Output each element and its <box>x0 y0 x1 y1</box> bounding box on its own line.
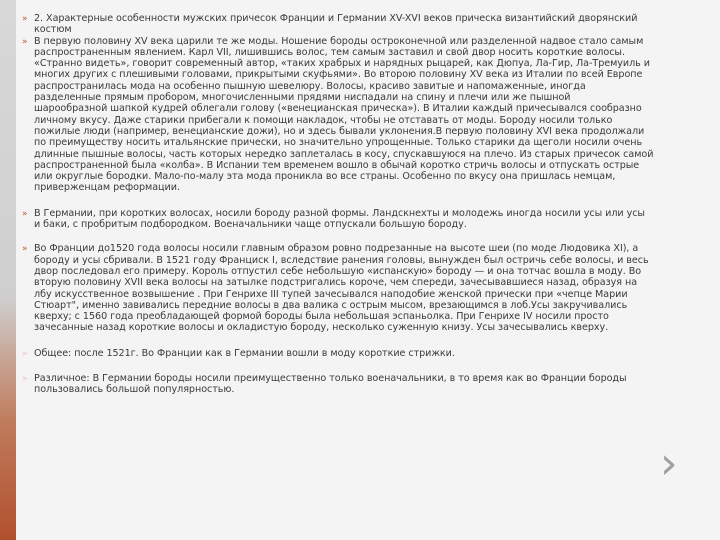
bullet-chevron-icon: » <box>22 14 28 24</box>
paragraph: Общее: после 1521г. Во Франции как в Германии вошли в моду короткие стрижки. <box>34 347 455 359</box>
list-item <box>22 13 712 36</box>
bullet-chevron-icon: » <box>22 36 28 47</box>
list-item <box>22 243 712 333</box>
list-item <box>22 208 712 231</box>
list-item <box>22 348 712 359</box>
bullet-chevron-icon: » <box>22 348 28 359</box>
bullet-chevron-icon: » <box>22 244 28 255</box>
next-slide-chevron-icon[interactable]: › <box>660 438 678 489</box>
paragraph: 2. Характерные особенности мужских причесок Франции и Германии XV-XVI веков прическа византийский дворянский костюм <box>34 13 638 36</box>
list-item <box>22 36 712 194</box>
slide-content <box>22 13 712 396</box>
bullet-chevron-icon: » <box>22 374 28 385</box>
list-item <box>22 373 712 396</box>
left-accent-bar <box>0 0 16 540</box>
paragraph: В Германии, при коротких волосах, носили бороду разной формы. Ландскнехты и молодежь иногда носили усы или усы и баки, с пробритым подбородком. Военачальники чаще отпускали большую бороду. <box>34 207 645 231</box>
paragraph: В первую половину XV века царили те же моды. Ношение бороды остроконечной или разделенной надвое стало самым распространенным явлением. Карл VII, лишившись волос, тем самым заставил и свой двор носить короткие волосы. «Странно видеть», говорит современный автор, «таких храбрых и нарядных рыцарей, как Дюпуа, Ла-Гир, Ла-Тремуиль и многих других с плешивыми головами, прикрытыми скуфьями». Во второю половину XV века из Италии по всей Европе распространилась мода на особенно пышную шевелюру. Волосы, красиво завитые и напомаженные, иногда разделенные прямым пробором, многочисленными прядями ниспадали на спину и плечи или же пышной шарообразной шапкой кудрей облегали голову («венецианская прическа»). В Италии каждый причесывался сообразно личному вкусу. Даже старики прибегали к помощи накладок, чтобы не отставать от моды. Бороду носили только пожилые люди (например, венецианские дожи), но и здесь бывали уклонения.В первую половину XVI века продолжали по преимуществу носить итальянские прически, но значительно упрощенные. Только старики да щеголи носили очень длинные пышные волосы, часть которых нередко заплеталась в косу, спускавшуюся на плечо. Из старых причесок самой распространенной была «колба». В Испании тем временем вошло в обычай коротко стричь волосы и отпускать острые или округлые бородки. Мало-по-малу эта мода проникла во все страны. Особенно по вкусу она пришлась немцам, приверженцам реформации. <box>34 35 654 194</box>
bullet-chevron-icon: » <box>22 208 28 219</box>
paragraph: Различное: В Германии бороды носили преимущественно только военачальники, в то время как во Франции бороды пользовались большой популярностью. <box>34 373 627 396</box>
paragraph: Во Франции до1520 года волосы носили главным образом ровно подрезанные на высоте шеи (по моде Людовика XI), а бороду и усы сбривали. В 1521 году Франциск I, вследствие ранения головы, вынужден был остричь себе волосы, и весь двор последовал его примеру. Король отпустил себе небольшую «испанскую» бороду — и она тотчас вошла в моду. Во вторую половину XVII века волосы на затылке подстригались короче, чем спереди, зачесывавшиеся назад, образуя на лбу искусственное возвышение . При Генрихе III тупей зачесывался наподобие женской прически при «чепце Марии Стюарт", именно завивались передние волосы в два валика с острым мысом, врезающимся в лоб.Усы закручивались кверху; с 1560 года преобладающей формой бороды была небольшая эспаньолка. При Генрихе IV носили просто зачесанные назад короткие волосы и окладистую бороду, несколько суженную книзу. Усы зачесывались кверху. <box>34 243 649 334</box>
